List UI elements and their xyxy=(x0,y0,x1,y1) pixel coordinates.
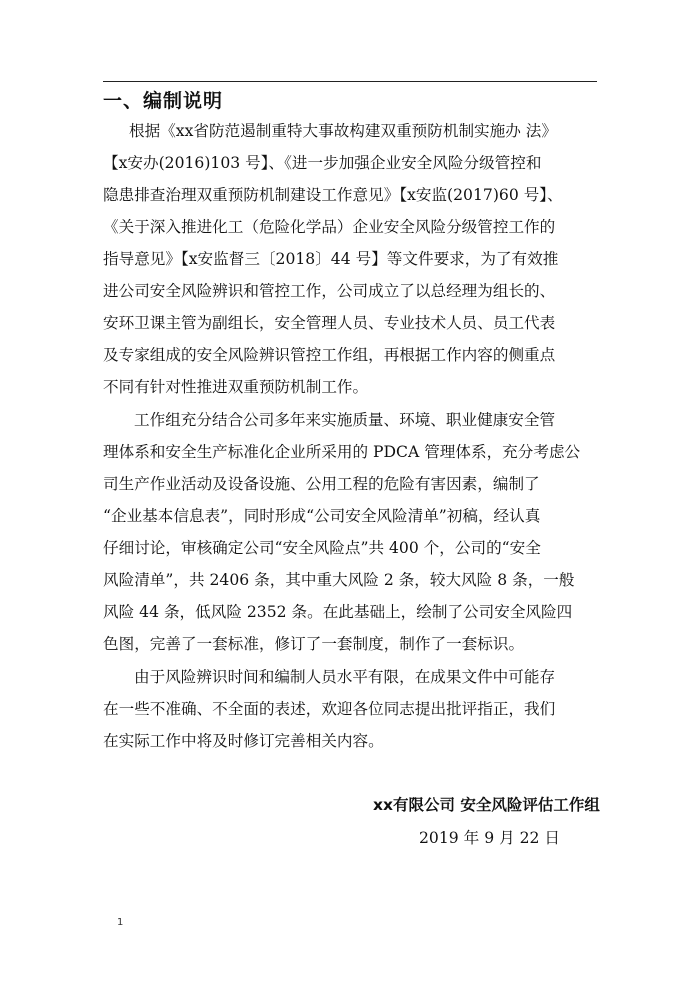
text-line: 风险清单”，共 2406 条，其中重大风险 2 条，较大风险 8 条，一般 xyxy=(103,571,575,589)
text-line: 及专家组成的安全风险辨识管控工作组，再根据工作内容的侧重点 xyxy=(103,346,556,364)
text-line: 色图，完善了一套标准，修订了一套制度，制作了一套标识。 xyxy=(103,635,525,653)
text-line: 安环卫课主管为副组长，安全管理人员、专业技术人员、员工代表 xyxy=(103,314,556,332)
text-line: 指导意见》【x安监督三〔2018〕44 号】等文件要求，为了有效推 xyxy=(103,250,559,268)
signature-organization: xx有限公司 安全风险评估工作组 xyxy=(373,796,600,814)
section-title: 一、编制说明 xyxy=(103,90,224,112)
text-line: “企业基本信息表”，同时形成“公司安全风险清单”初稿，经认真 xyxy=(103,507,541,525)
text-line: 风险 44 条，低风险 2352 条。在此基础上，绘制了公司安全风险四 xyxy=(103,603,573,621)
text-line: 在一些不准确、不全面的表述，欢迎各位同志提出批评指正，我们 xyxy=(103,700,556,718)
text-line: 进公司安全风险辨识和管控工作，公司成立了以总经理为组长的、 xyxy=(103,282,556,300)
text-line: 不同有针对性推进双重预防机制工作。 xyxy=(103,378,369,396)
text-line: 仔细讨论，审核确定公司“安全风险点”共 400 个，公司的“安全 xyxy=(103,539,541,557)
text-line: 《关于深入推进化工（危险化学品）企业安全风险分级管控工作的 xyxy=(103,218,556,236)
text-line: 在实际工作中将及时修订完善相关内容。 xyxy=(103,732,384,750)
text-line: 【x安办(2016)103 号】、《进一步加强企业安全风险分级管控和 xyxy=(103,154,542,172)
text-line: 由于风险辨识时间和编制人员水平有限，在成果文件中可能存 xyxy=(134,668,556,686)
header-rule xyxy=(103,81,597,82)
text-line: 司生产作业活动及设备设施、公用工程的危险有害因素，编制了 xyxy=(103,475,540,493)
signature-date: 2019 年 9 月 22 日 xyxy=(419,829,561,847)
page-number: 1 xyxy=(117,917,124,928)
text-line: 理体系和安全生产标准化企业所采用的 PDCA 管理体系，充分考虑公 xyxy=(103,443,581,461)
text-line: 隐患排查治理双重预防机制建设工作意见》【x安监(2017)60 号】、 xyxy=(103,186,563,204)
text-line: 根据《xx省防范遏制重特大事故构建双重预防机制实施办 法》 xyxy=(129,122,557,140)
text-line: 工作组充分结合公司多年来实施质量、环境、职业健康安全管 xyxy=(134,411,556,429)
